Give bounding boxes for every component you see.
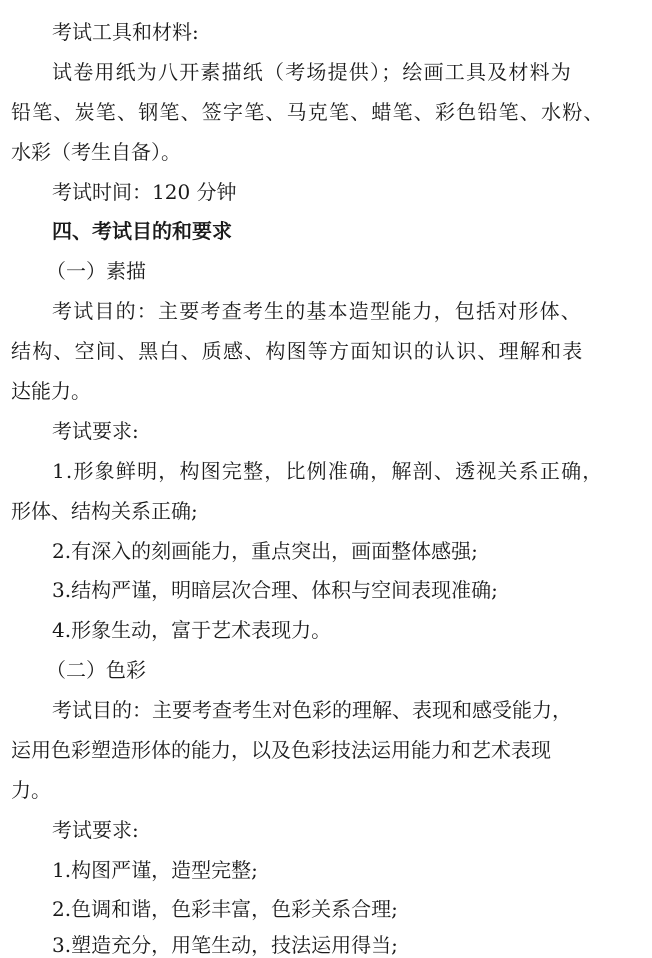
exam-tools-heading: 考试工具和材料: bbox=[52, 20, 199, 44]
paragraph-line: 铅笔、炭笔、钢笔、签字笔、马克笔、蜡笔、彩色铅笔、水粉、 bbox=[11, 100, 605, 124]
list-item: 2.有深入的刻画能力，重点突出，画面整体感强; bbox=[52, 539, 478, 563]
paragraph-line: 考试目的：主要考查考生对色彩的理解、表现和感受能力， bbox=[52, 698, 572, 722]
paragraph-line: 运用色彩塑造形体的能力，以及色彩技法运用能力和艺术表现 bbox=[11, 738, 551, 762]
list-item-continuation: 形体、结构关系正确; bbox=[11, 499, 198, 523]
list-item: 2.色调和谐，色彩丰富，色彩关系合理; bbox=[52, 897, 398, 921]
paragraph-line: 考试目的：主要考查考生的基本造型能力，包括对形体、 bbox=[52, 299, 582, 323]
list-item: 3.结构严谨，明暗层次合理、体积与空间表现准确; bbox=[52, 578, 498, 602]
list-item: 1.构图严谨，造型完整; bbox=[52, 858, 258, 882]
requirements-label: 考试要求: bbox=[52, 818, 139, 842]
requirements-label: 考试要求: bbox=[52, 419, 139, 443]
subsection-heading-sketch: （一）素描 bbox=[46, 259, 146, 283]
list-item: 3.塑造充分，用笔生动，技法运用得当; bbox=[52, 933, 398, 957]
subsection-heading-color: （二）色彩 bbox=[46, 658, 146, 682]
paragraph-line: 结构、空间、黑白、质感、构图等方面知识的认识、理解和表 bbox=[11, 339, 584, 363]
paragraph-line: 试卷用纸为八开素描纸（考场提供）；绘画工具及材料为 bbox=[52, 60, 572, 84]
paragraph-line: 力。 bbox=[11, 778, 51, 802]
section-heading: 四、考试目的和要求 bbox=[52, 219, 232, 243]
list-item: 4.形象生动，富于艺术表现力。 bbox=[52, 618, 332, 642]
exam-time-line: 考试时间：120 分钟 bbox=[52, 180, 237, 204]
list-item: 1.形象鲜明，构图完整，比例准确，解剖、透视关系正确， bbox=[52, 459, 604, 483]
paragraph-line: 达能力。 bbox=[11, 379, 91, 403]
paragraph-line: 水彩（考生自备）。 bbox=[11, 140, 181, 164]
